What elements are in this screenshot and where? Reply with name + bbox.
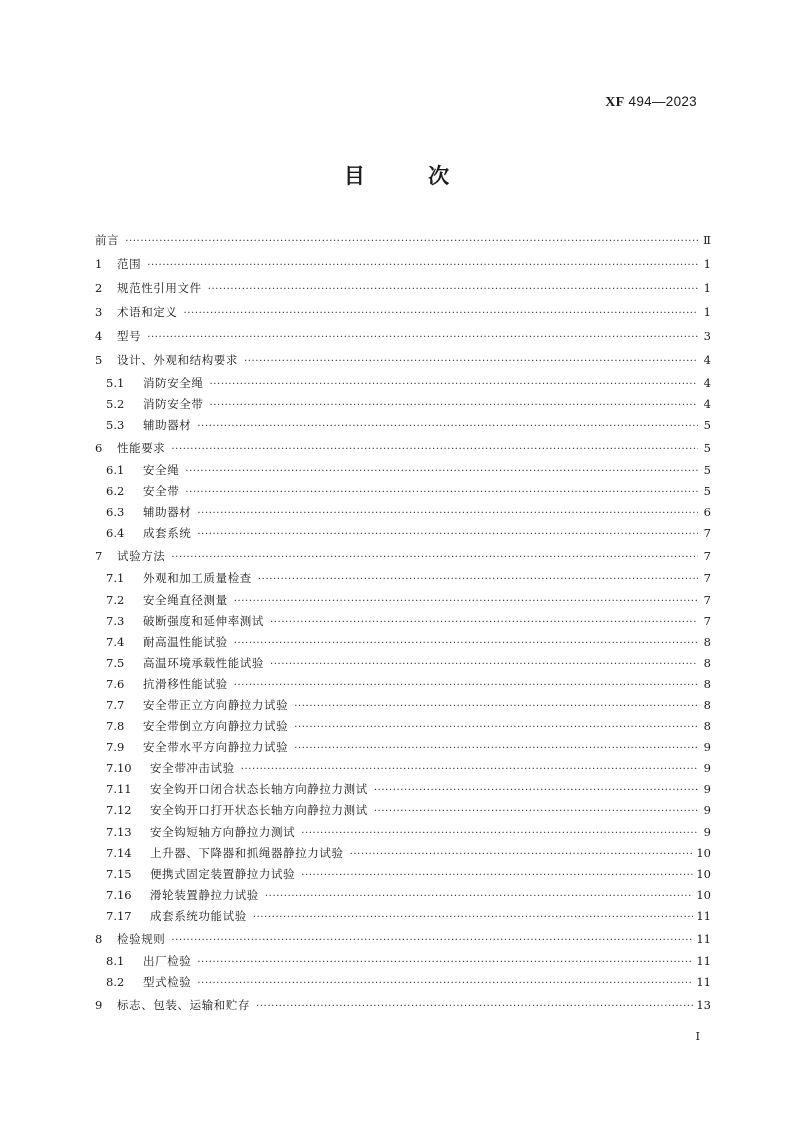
toc-entry-page: 4 <box>703 353 711 368</box>
toc-entry[interactable] <box>95 737 711 758</box>
toc-entry-number: 2 <box>95 281 103 296</box>
toc-entry[interactable] <box>95 906 711 927</box>
toc-entry-number: 7.10 <box>106 761 132 776</box>
toc-entry[interactable] <box>95 415 711 436</box>
toc-dot-leader <box>184 302 699 326</box>
toc-entry[interactable] <box>95 632 711 653</box>
toc-entry-number: 8 <box>95 932 103 946</box>
toc-entry-number: 4 <box>95 329 103 344</box>
toc-dot-leader <box>270 612 698 633</box>
toc-entry[interactable] <box>95 590 711 611</box>
toc-entry-page: 10 <box>696 887 711 902</box>
toc-entry[interactable] <box>95 611 711 632</box>
toc-dot-leader <box>185 461 698 482</box>
toc-entry-number: 7.6 <box>106 676 125 691</box>
toc-entry-label: 安全钩开口打开状态长轴方向静拉力测试 <box>150 803 368 818</box>
toc-entry-number: 3 <box>95 305 103 320</box>
toc-entry-number: 6.4 <box>106 526 125 541</box>
toc-entry-number: 7.12 <box>106 803 132 818</box>
toc-entry-page: 7 <box>703 592 711 607</box>
toc-entry-label: 辅助器材 <box>143 417 192 432</box>
toc-entry-label: 标志、包装、运输和贮存 <box>117 998 251 1013</box>
toc-entry-page: 8 <box>703 719 711 734</box>
toc-entry-label: 安全钩开口闭合状态长轴方向静拉力测试 <box>150 782 368 797</box>
toc-entry[interactable] <box>95 252 711 276</box>
toc-entry[interactable] <box>95 276 711 300</box>
toc-dot-leader <box>374 780 698 801</box>
toc-dot-leader <box>197 503 698 524</box>
toc-dot-leader <box>294 717 698 738</box>
toc-entry-number: 5 <box>95 353 103 368</box>
toc-entry[interactable] <box>95 502 711 523</box>
toc-dot-leader <box>171 546 698 570</box>
toc-entry[interactable] <box>95 864 711 885</box>
toc-dot-leader <box>185 482 698 503</box>
toc-entry-label: 外观和加工质量检查 <box>143 571 252 586</box>
toc-dot-leader <box>265 886 693 907</box>
toc-entry-number: 7.15 <box>106 866 132 881</box>
toc-dot-leader <box>197 416 698 437</box>
table-of-contents <box>95 228 711 1017</box>
toc-dot-leader <box>374 801 698 822</box>
toc-entry-page: 11 <box>696 975 711 990</box>
toc-dot-leader <box>270 654 698 675</box>
toc-entry-label: 型式检验 <box>143 975 192 990</box>
toc-entry[interactable] <box>95 716 711 737</box>
toc-entry[interactable] <box>95 481 711 502</box>
toc-entry-number: 7.8 <box>106 719 125 734</box>
toc-entry[interactable] <box>95 436 711 460</box>
toc-entry-number: 7.5 <box>106 655 125 670</box>
toc-entry-page: 7 <box>703 613 711 628</box>
toc-dot-leader <box>256 995 693 1019</box>
toc-entry-number: 8.1 <box>106 954 125 969</box>
toc-dot-leader <box>210 395 699 416</box>
toc-entry-number: 7.3 <box>106 613 125 628</box>
toc-entry[interactable] <box>95 568 711 589</box>
toc-entry-page: 1 <box>703 281 711 296</box>
toc-entry[interactable] <box>95 324 711 348</box>
toc-entry-label: 抗滑移性能试验 <box>143 676 228 691</box>
toc-dot-leader <box>350 844 694 865</box>
toc-entry-number: 7 <box>95 549 103 564</box>
toc-entry-page: 9 <box>703 761 711 776</box>
toc-dot-leader <box>210 374 699 395</box>
toc-entry-number: 7.9 <box>106 740 125 755</box>
toc-entry-label: 检验规则 <box>117 932 166 946</box>
toc-dot-leader <box>301 823 698 844</box>
toc-entry-page: 8 <box>703 697 711 712</box>
toc-entry-number: 7.17 <box>106 908 132 923</box>
toc-entry-label: 高温环境承载性能试验 <box>143 655 264 670</box>
toc-entry-number: 5.2 <box>106 396 125 411</box>
toc-entry-label: 成套系统 <box>143 526 192 541</box>
toc-entry-page: 8 <box>703 676 711 691</box>
toc-entry-number: 7.11 <box>106 782 132 797</box>
toc-entry-label: 出厂检验 <box>143 954 192 969</box>
toc-entry[interactable] <box>95 348 711 372</box>
toc-entry-page: 5 <box>703 440 711 455</box>
toc-entry[interactable] <box>95 800 711 821</box>
toc-dot-leader <box>253 907 694 928</box>
standard-code <box>605 94 697 111</box>
toc-dot-leader <box>147 326 698 350</box>
toc-entry[interactable] <box>95 972 711 993</box>
toc-entry-page: 5 <box>703 417 711 432</box>
toc-entry-page: 5 <box>703 484 711 499</box>
toc-entry[interactable] <box>95 653 711 674</box>
toc-entry-label: 试验方法 <box>117 549 166 564</box>
toc-entry[interactable] <box>95 394 711 415</box>
toc-dot-leader <box>234 675 698 696</box>
toc-entry-label: 安全带水平方向静拉力试验 <box>143 740 289 755</box>
toc-entry-label: 范围 <box>117 257 142 272</box>
toc-entry-page: 9 <box>703 740 711 755</box>
toc-entry[interactable] <box>95 460 711 481</box>
toc-dot-leader <box>125 230 698 254</box>
toc-entry[interactable] <box>95 885 711 906</box>
toc-entry-number: 7.7 <box>106 697 125 712</box>
toc-entry-page: 8 <box>703 655 711 670</box>
toc-dot-leader <box>244 350 698 374</box>
toc-entry[interactable] <box>95 228 711 252</box>
toc-entry-page: 10 <box>696 866 711 881</box>
toc-dot-leader <box>294 696 698 717</box>
toc-entry-page: 7 <box>703 571 711 586</box>
toc-entry[interactable] <box>95 373 711 394</box>
toc-entry-page: 7 <box>703 549 711 564</box>
toc-entry-label: 上升器、下降器和抓绳器静拉力试验 <box>150 845 344 860</box>
toc-entry-number: 7.13 <box>106 824 132 839</box>
toc-entry-number: 7.16 <box>106 887 132 902</box>
toc-entry-page: 10 <box>696 845 711 860</box>
toc-dot-leader <box>234 591 698 612</box>
toc-entry-number: 7.1 <box>106 571 125 586</box>
toc-dot-leader <box>234 633 698 654</box>
toc-entry-page: 8 <box>703 634 711 649</box>
toc-dot-leader <box>294 738 698 759</box>
toc-dot-leader <box>241 759 698 780</box>
toc-entry[interactable] <box>95 843 711 864</box>
toc-entry[interactable] <box>95 674 711 695</box>
toc-entry-label: 性能要求 <box>117 440 166 455</box>
toc-entry-label: 设计、外观和结构要求 <box>117 353 238 368</box>
toc-dot-leader <box>197 952 693 973</box>
toc-entry-label: 安全带正立方向静拉力试验 <box>143 697 289 712</box>
toc-entry[interactable] <box>95 927 711 951</box>
toc-entry-label: 规范性引用文件 <box>117 281 202 296</box>
standard-code-number: 494—2023 <box>624 94 697 109</box>
toc-entry[interactable] <box>95 544 711 568</box>
toc-entry[interactable] <box>95 695 711 716</box>
toc-entry-label: 便携式固定装置静拉力试验 <box>150 866 296 881</box>
toc-dot-leader <box>197 524 698 545</box>
toc-entry-label: 成套系统功能试验 <box>150 908 247 923</box>
toc-dot-leader <box>258 569 698 590</box>
toc-entry-page: 4 <box>703 396 711 411</box>
toc-entry-number: 6.1 <box>106 462 125 477</box>
toc-entry-label: 安全绳 <box>143 462 180 477</box>
toc-entry-number: 7.4 <box>106 634 125 649</box>
toc-entry-number: 5.3 <box>106 417 125 432</box>
toc-entry-label: 消防安全绳 <box>143 375 204 390</box>
toc-entry[interactable] <box>95 993 711 1017</box>
page-folio: Ⅰ <box>695 1030 700 1043</box>
toc-entry-label: 破断强度和延伸率测试 <box>143 613 264 628</box>
toc-dot-leader <box>147 254 698 278</box>
toc-dot-leader <box>171 929 693 953</box>
toc-entry-label: 安全带 <box>143 484 180 499</box>
toc-entry-label: 安全绳直径测量 <box>143 592 228 607</box>
toc-entry-label: 安全带冲击试验 <box>150 761 235 776</box>
toc-entry-number: 6.2 <box>106 484 125 499</box>
toc-entry-page: 11 <box>696 932 711 946</box>
toc-entry-number: 6 <box>95 440 103 455</box>
toc-dot-leader <box>208 278 698 302</box>
toc-entry-label: 耐高温性能试验 <box>143 634 228 649</box>
toc-entry-label: 安全带倒立方向静拉力试验 <box>143 719 289 734</box>
toc-entry-page: 5 <box>703 462 711 477</box>
toc-entry-page: 6 <box>703 505 711 520</box>
toc-entry-number: 6.3 <box>106 505 125 520</box>
toc-entry[interactable] <box>95 951 711 972</box>
toc-entry-label: 消防安全带 <box>143 396 204 411</box>
toc-entry-number: 5.1 <box>106 375 125 390</box>
toc-entry-number: 7.2 <box>106 592 125 607</box>
toc-entry-label: 辅助器材 <box>143 505 192 520</box>
toc-entry-page: 13 <box>696 998 711 1013</box>
toc-entry-label: 术语和定义 <box>117 305 178 320</box>
standard-code-prefix: XF <box>605 95 625 110</box>
toc-entry-label: 滑轮装置静拉力试验 <box>150 887 259 902</box>
toc-entry-page: 9 <box>703 803 711 818</box>
toc-entry-page: 4 <box>703 375 711 390</box>
toc-entry-page: 11 <box>696 908 711 923</box>
toc-entry[interactable] <box>95 779 711 800</box>
toc-entry-label: 前言 <box>95 233 120 247</box>
toc-entry-label: 安全钩短轴方向静拉力测试 <box>150 824 296 839</box>
toc-entry[interactable] <box>95 300 711 324</box>
toc-entry-number: 8.2 <box>106 975 125 990</box>
toc-entry-page: Ⅱ <box>703 233 711 247</box>
toc-entry-page: 9 <box>703 824 711 839</box>
toc-entry[interactable] <box>95 822 711 843</box>
toc-entry[interactable] <box>95 523 711 544</box>
toc-entry-page: 11 <box>696 954 711 969</box>
toc-entry-number: 7.14 <box>106 845 132 860</box>
toc-entry-page: 3 <box>703 329 711 344</box>
page-title: 目 次 <box>343 164 478 188</box>
toc-entry-page: 1 <box>703 305 711 320</box>
toc-entry-number: 1 <box>95 257 103 272</box>
toc-entry[interactable] <box>95 758 711 779</box>
toc-entry-page: 9 <box>703 782 711 797</box>
toc-entry-number: 9 <box>95 998 103 1013</box>
toc-entry-page: 1 <box>703 257 711 272</box>
toc-entry-page: 7 <box>703 526 711 541</box>
toc-dot-leader <box>301 865 693 886</box>
toc-dot-leader <box>171 438 698 462</box>
toc-entry-label: 型号 <box>117 329 142 344</box>
toc-dot-leader <box>197 973 693 994</box>
